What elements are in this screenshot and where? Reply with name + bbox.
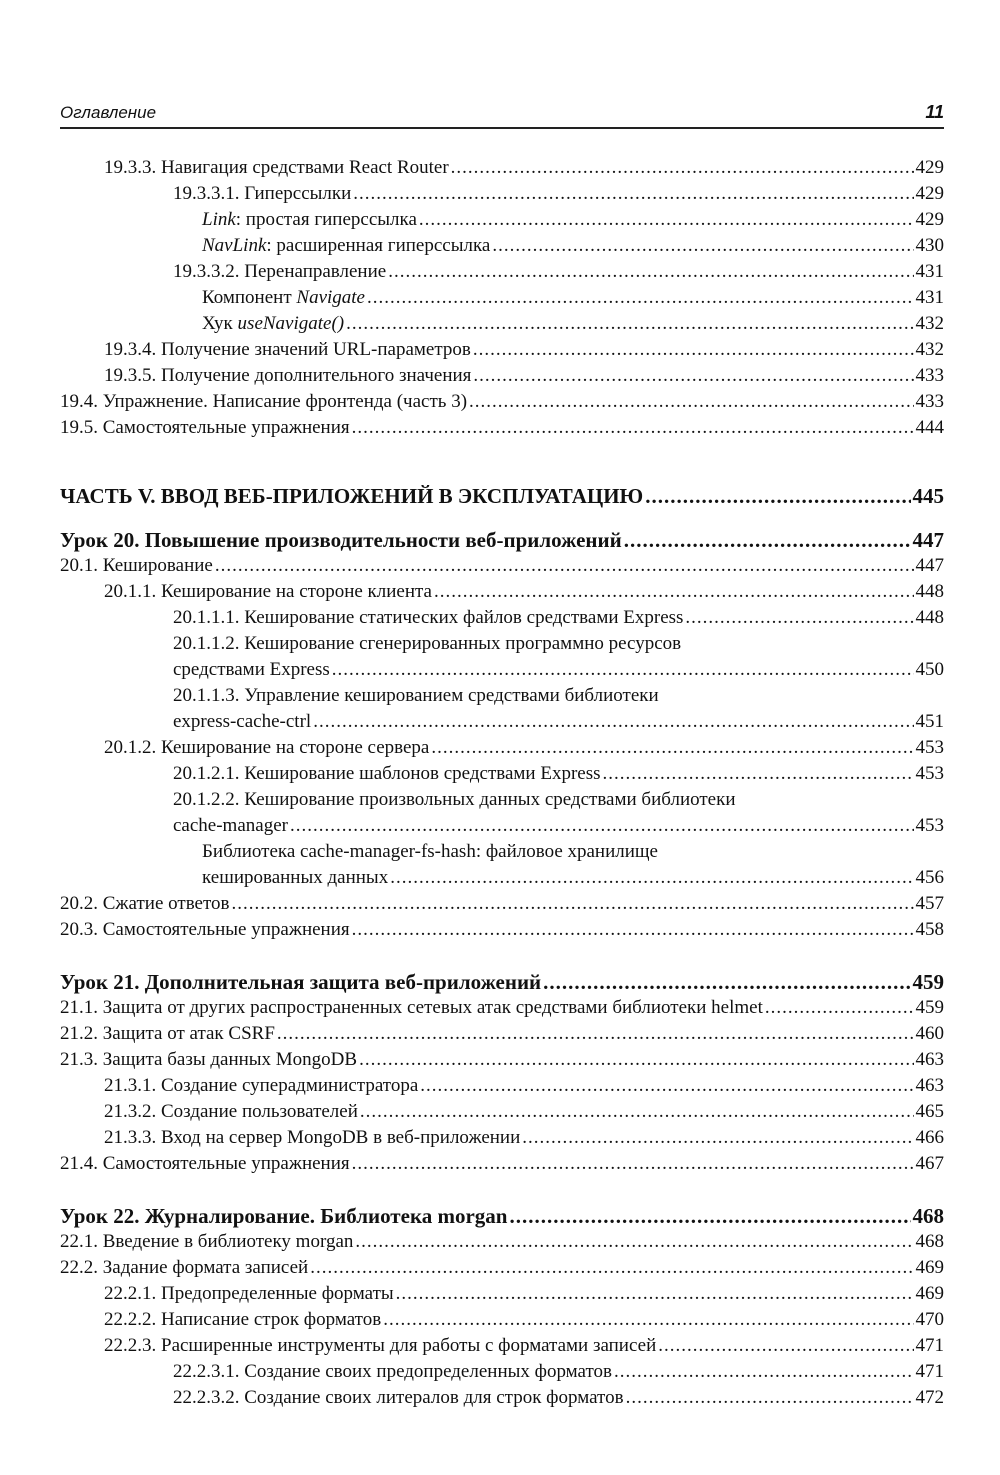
page-header (60, 100, 944, 129)
dot-leader (509, 1203, 910, 1229)
dot-leader (346, 311, 913, 337)
toc-page: 468 (915, 1231, 944, 1252)
toc-page: 470 (915, 1309, 944, 1330)
toc-number: 20.3. (60, 919, 98, 940)
toc-entry[interactable] (60, 917, 944, 943)
toc-page: 471 (915, 1335, 944, 1356)
toc-title: ЧАСТЬ V. ВВОД ВЕБ-ПРИЛОЖЕНИЙ В ЭКСПЛУАТАЦИЮ (60, 484, 644, 508)
dot-leader (277, 1021, 914, 1047)
running-title: Оглавление (60, 103, 157, 122)
dot-leader (332, 657, 914, 683)
toc-number: 21.3.2. (104, 1101, 157, 1122)
dot-leader (473, 337, 914, 363)
toc-page: 429 (915, 183, 944, 204)
dot-leader (360, 1099, 914, 1125)
toc-number: 20.1.1. (104, 581, 157, 602)
toc-page: 431 (915, 287, 944, 308)
toc-entry[interactable] (60, 1333, 944, 1359)
toc-title: cache-manager (173, 815, 288, 836)
toc-entry-first-line[interactable]: 20.1.2.2. Кеширование произвольных данных средствами библиотеки (173, 789, 736, 810)
toc-entry[interactable] (60, 553, 944, 579)
toc-number: 19.3.4. (104, 339, 157, 360)
toc-title: Кеширование на стороне сервера (161, 737, 430, 758)
toc-entry[interactable] (60, 207, 944, 233)
toc-page: 469 (915, 1283, 944, 1304)
toc-number: 22.2.3.2. (173, 1387, 240, 1408)
dot-leader (765, 995, 914, 1021)
toc-entry[interactable] (60, 605, 944, 631)
toc-number: 21.1. (60, 997, 98, 1018)
dot-leader (215, 553, 914, 579)
dot-leader (290, 813, 914, 839)
toc-title: Создание своих литералов для строк форматов (244, 1387, 624, 1408)
dot-leader (492, 233, 913, 259)
toc-page: 468 (912, 1204, 944, 1228)
toc-entry[interactable] (60, 1073, 944, 1099)
toc-number: 20.1.2.1. (173, 763, 240, 784)
toc-title: Получение значений URL-параметров (161, 339, 471, 360)
toc-page: 429 (915, 157, 944, 178)
toc-entry[interactable] (60, 285, 944, 311)
toc-title: Компонент (202, 287, 297, 308)
toc-part-heading[interactable] (60, 483, 944, 509)
toc-number: 21.3. (60, 1049, 98, 1070)
toc-entry[interactable] (60, 337, 944, 363)
dot-leader (645, 483, 910, 509)
dot-leader (359, 1047, 913, 1073)
toc-title: : расширенная гиперссылка (266, 235, 491, 256)
dot-leader (353, 181, 913, 207)
toc-entry[interactable] (60, 1281, 944, 1307)
toc-entry[interactable] (60, 1151, 944, 1177)
toc-title: Защита базы данных MongoDB (102, 1049, 358, 1070)
toc-page: 459 (915, 997, 944, 1018)
dot-leader (603, 761, 914, 787)
toc-number: 20.1.1.1. (173, 607, 240, 628)
toc-title: Упражнение. Написание фронтенда (часть 3) (102, 391, 468, 412)
toc-title: Предопределенные форматы (161, 1283, 394, 1304)
toc-number: 19.3.3.2. (173, 261, 240, 282)
toc-entry[interactable] (60, 311, 944, 337)
dot-leader (434, 579, 914, 605)
toc-number: 19.5. (60, 417, 98, 438)
dot-leader (355, 1229, 913, 1255)
toc-page: 472 (915, 1387, 944, 1408)
toc-title: Навигация средствами React Router (161, 157, 449, 178)
toc-title: Кеширование шаблонов средствами Express (244, 763, 601, 784)
toc-title: Сжатие ответов (102, 893, 230, 914)
dot-leader (352, 415, 914, 441)
toc-code-term: useNavigate() (237, 313, 345, 334)
toc-entry[interactable] (60, 995, 944, 1021)
dot-leader (543, 969, 910, 995)
toc-entry[interactable] (60, 233, 944, 259)
toc-page: 466 (915, 1127, 944, 1148)
toc-title: Задание формата записей (102, 1257, 309, 1278)
dot-leader (431, 735, 913, 761)
toc-number: 19.4. (60, 391, 98, 412)
toc-page: 465 (915, 1101, 944, 1122)
toc-page: 444 (915, 417, 944, 438)
toc-title: : простая гиперссылка (235, 209, 417, 230)
page-number: 11 (925, 102, 944, 122)
toc-number: 19.3.5. (104, 365, 157, 386)
toc-entry-continuation[interactable] (60, 813, 944, 839)
toc-entry-continuation[interactable] (60, 865, 944, 891)
dot-leader (469, 389, 913, 415)
toc-number: 22.2.3. (104, 1335, 157, 1356)
toc-page: 463 (915, 1049, 944, 1070)
dot-leader (388, 259, 913, 285)
toc-page: 430 (915, 235, 944, 256)
dot-leader (313, 709, 913, 735)
toc-title: Защита от атак CSRF (102, 1023, 275, 1044)
toc-page: 453 (915, 763, 944, 784)
toc-page: 447 (915, 555, 944, 576)
toc-entry[interactable] (60, 1359, 944, 1385)
dot-leader (232, 891, 914, 917)
toc-number: 22.1. (60, 1231, 98, 1252)
toc-entry[interactable] (60, 735, 944, 761)
toc-number: 21.3.3. (104, 1127, 157, 1148)
toc-number: 20.2. (60, 893, 98, 914)
dot-leader (626, 1385, 914, 1411)
dot-leader (451, 155, 914, 181)
toc-page: 458 (915, 919, 944, 940)
toc-number: 22.2.3.1. (173, 1361, 240, 1382)
toc-code-term: NavLink (202, 235, 267, 256)
dot-leader (624, 527, 911, 553)
toc-title: express-cache-ctrl (173, 711, 312, 732)
toc-entry-first-line[interactable]: 20.1.1.3. Управление кешированием средствами библиотеки (173, 685, 659, 706)
toc-page: 471 (915, 1361, 944, 1382)
toc-number: 19.3.3. (104, 157, 157, 178)
toc-page: 448 (915, 607, 944, 628)
toc-entry[interactable] (60, 259, 944, 285)
toc-title: Расширенные инструменты для работы с форматами записей (161, 1335, 657, 1356)
toc-lesson-heading[interactable] (60, 969, 944, 995)
toc-entry[interactable] (60, 1385, 944, 1411)
dot-leader (383, 1307, 913, 1333)
toc-title: Кеширование статических файлов средствами Express (244, 607, 684, 628)
toc-entry[interactable] (60, 1255, 944, 1281)
toc-number: 21.4. (60, 1153, 98, 1174)
toc-entry[interactable] (60, 1229, 944, 1255)
dot-leader (419, 207, 914, 233)
toc-page: 432 (915, 339, 944, 360)
toc-page: 445 (912, 484, 944, 508)
toc-entry[interactable] (60, 1021, 944, 1047)
toc-entry[interactable] (60, 761, 944, 787)
toc-title: Создание суперадминистратора (161, 1075, 419, 1096)
toc-title: Защита от других распространенных сетевых атак средствами библиотеки helmet (102, 997, 763, 1018)
toc-page: 448 (915, 581, 944, 602)
dot-leader (614, 1359, 913, 1385)
toc-lesson-heading[interactable] (60, 1203, 944, 1229)
toc-entry[interactable] (60, 1125, 944, 1151)
toc-code-term: Navigate (296, 287, 365, 308)
dot-leader (420, 1073, 913, 1099)
toc-title: Кеширование на стороне клиента (161, 581, 432, 602)
toc-page: 459 (912, 970, 944, 994)
toc-page: 467 (915, 1153, 944, 1174)
toc-page: 451 (915, 711, 944, 732)
toc-title: Гиперссылки (244, 183, 352, 204)
toc-page: 432 (915, 313, 944, 334)
toc-number: 20.1.2. (104, 737, 157, 758)
toc-number: 21.2. (60, 1023, 98, 1044)
toc-lesson-heading[interactable] (60, 527, 944, 553)
toc-title: Урок 20. Повышение производительности веб-приложений (60, 528, 622, 552)
dot-leader (310, 1255, 913, 1281)
toc-title: Создание пользователей (161, 1101, 358, 1122)
toc-page: 460 (915, 1023, 944, 1044)
toc-title: Хук (202, 313, 238, 334)
toc-entry[interactable] (60, 155, 944, 181)
dot-leader (522, 1125, 913, 1151)
toc-page: 463 (915, 1075, 944, 1096)
dot-leader (396, 1281, 914, 1307)
dot-leader (473, 363, 913, 389)
toc-number: 22.2. (60, 1257, 98, 1278)
toc-title: Введение в библиотеку morgan (102, 1231, 354, 1252)
toc-title: Самостоятельные упражнения (102, 1153, 350, 1174)
table-of-contents (60, 155, 944, 1411)
toc-page: 433 (915, 391, 944, 412)
toc-entry[interactable] (60, 181, 944, 207)
toc-title: Перенаправление (244, 261, 387, 282)
toc-number: 22.2.1. (104, 1283, 157, 1304)
toc-entry-continuation[interactable] (60, 709, 944, 735)
toc-page: 456 (915, 867, 944, 888)
toc-title: Получение дополнительного значения (161, 365, 472, 386)
toc-page: 433 (915, 365, 944, 386)
toc-page: 431 (915, 261, 944, 282)
toc-title: средствами Express (173, 659, 330, 680)
toc-page: 450 (915, 659, 944, 680)
toc-entry[interactable] (60, 1047, 944, 1073)
toc-title: Написание строк форматов (161, 1309, 382, 1330)
toc-title: Самостоятельные упражнения (102, 919, 350, 940)
toc-entry[interactable] (60, 1099, 944, 1125)
toc-page: 429 (915, 209, 944, 230)
dot-leader (685, 605, 913, 631)
toc-title: кешированных данных (202, 867, 389, 888)
toc-entry[interactable] (60, 389, 944, 415)
dot-leader (352, 917, 914, 943)
toc-number: 19.3.3.1. (173, 183, 240, 204)
toc-page: 453 (915, 815, 944, 836)
toc-number: 20.1. (60, 555, 98, 576)
dot-leader (367, 285, 914, 311)
toc-page: 453 (915, 737, 944, 758)
toc-entry-continuation[interactable] (60, 657, 944, 683)
toc-page: 469 (915, 1257, 944, 1278)
toc-entry[interactable] (60, 415, 944, 441)
toc-title: Вход на сервер MongoDB в веб-приложении (161, 1127, 521, 1148)
dot-leader (352, 1151, 914, 1177)
dot-leader (390, 865, 913, 891)
toc-entry-first-line[interactable]: 20.1.1.2. Кеширование сгенерированных программно ресурсов (173, 633, 682, 654)
toc-title: Урок 22. Журналирование. Библиотека morgan (60, 1204, 508, 1228)
toc-entry[interactable] (60, 891, 944, 917)
toc-entry[interactable] (60, 1307, 944, 1333)
toc-entry-first-line[interactable]: Библиотека cache-manager-fs-hash: файловое хранилище (202, 841, 658, 862)
toc-number: 22.2.2. (104, 1309, 157, 1330)
toc-entry[interactable] (60, 579, 944, 605)
toc-number: 21.3.1. (104, 1075, 157, 1096)
toc-title: Кеширование (102, 555, 213, 576)
toc-code-term: Link (202, 209, 236, 230)
toc-page: 457 (915, 893, 944, 914)
toc-title: Самостоятельные упражнения (102, 417, 350, 438)
dot-leader (658, 1333, 913, 1359)
toc-entry[interactable] (60, 363, 944, 389)
toc-page: 447 (912, 528, 944, 552)
toc-title: Создание своих предопределенных форматов (244, 1361, 613, 1382)
toc-title: Урок 21. Дополнительная защита веб-приложений (60, 970, 542, 994)
